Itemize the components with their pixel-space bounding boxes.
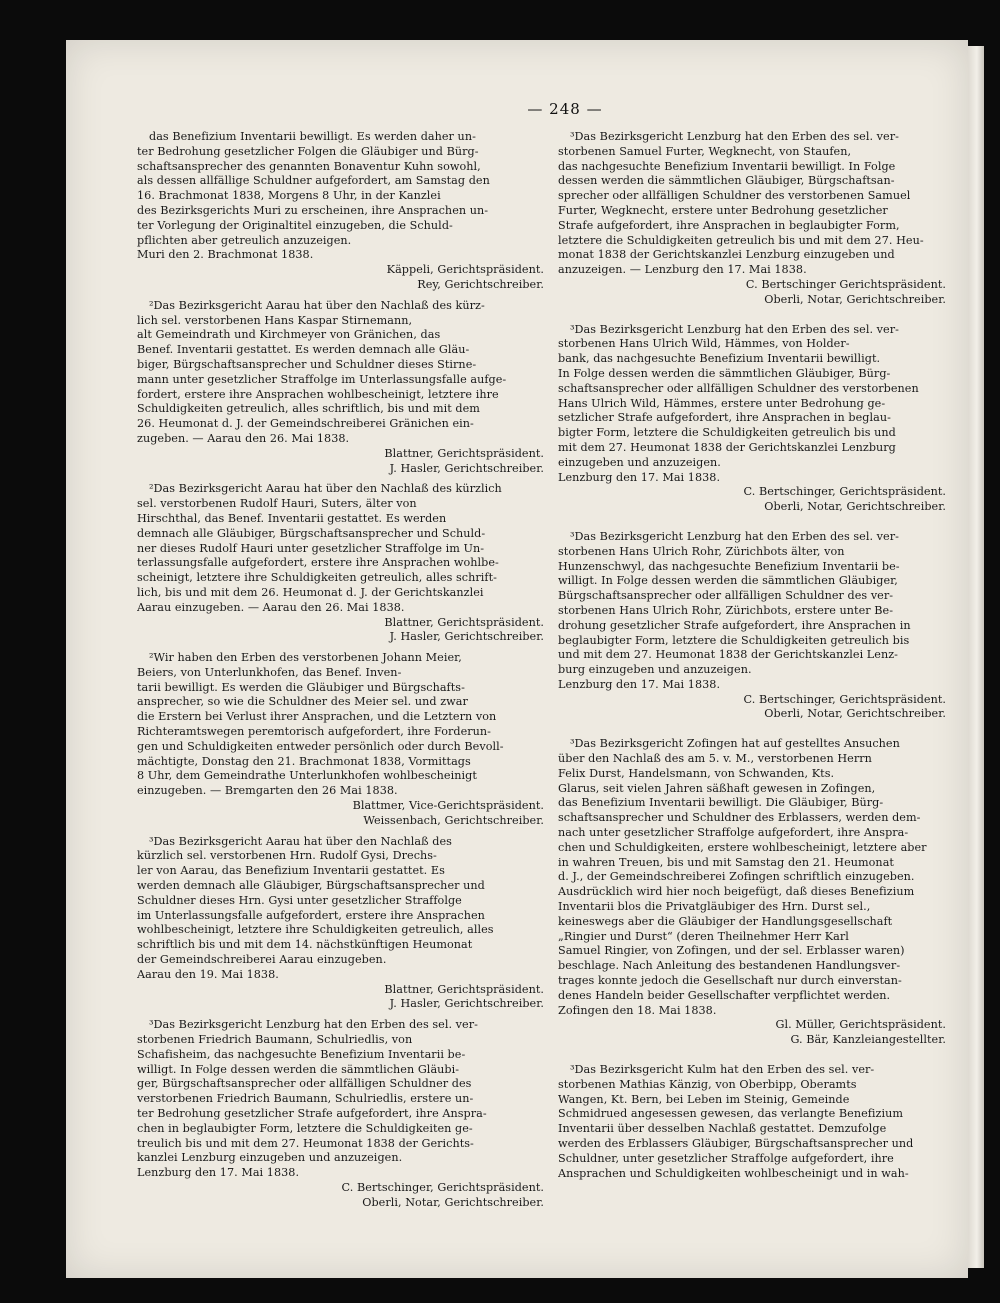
notice-line: 8 Uhr, dem Gemeindrathe Unterlunkhofen wohlbescheinigt	[137, 769, 477, 783]
signature-line: Blattner, Gerichtspräsident.	[384, 982, 544, 996]
notice-line: schaftsansprecher und Schuldner des Erblassers, werden dem-	[558, 811, 921, 825]
notice-line: fordert, erstere ihre Ansprachen wohlbescheinigt, letztere ihre	[137, 387, 499, 401]
notice-line: drohung gesetzlicher Strafe aufgefordert, ihre Ansprachen in	[558, 618, 911, 632]
notice	[137, 130, 548, 293]
notice-line: storbenen Hans Ulrich Rohr, Zürichbots älter, von	[558, 544, 845, 558]
signature-line: Blattner, Gerichtspräsident.	[384, 446, 544, 460]
notice-line: beglaubigter Form, letztere die Schuldigkeiten getreulich bis	[558, 633, 910, 647]
notice-line: ³Das Bezirksgericht Lenzburg hat den Erben des sel. ver-	[570, 130, 899, 143]
notice-line: kanzlei Lenzburg einzugeben und anzuzeigen.	[137, 1151, 403, 1165]
notice	[558, 737, 950, 1048]
notice-line: storbenen Hans Ulrich Wild, Hämmes, von Holder-	[558, 337, 850, 351]
signature-line: G. Bär, Kanzleiangestellter.	[790, 1033, 946, 1047]
notice-line: mächtigte, Donstag den 21. Brachmonat 1838, Vormittags	[137, 754, 471, 768]
notice-line: Zofingen den 18. Mai 1838.	[558, 1003, 717, 1017]
signature-line: C. Bertschinger, Gerichtspräsident.	[341, 1180, 544, 1194]
notice-line: ter Bedrohung gesetzlicher Strafe aufgefordert, ihre Anspra-	[137, 1107, 487, 1120]
signature-line: Oberli, Notar, Gerichtschreiber.	[764, 292, 946, 306]
notice-line: Wangen, Kt. Bern, bei Leben im Steinig, Gemeinde	[558, 1092, 850, 1106]
notice-line: im Unterlassungsfalle aufgefordert, erstere ihre Ansprachen	[137, 908, 485, 922]
notice-line: einzugeben und anzuzeigen.	[558, 455, 721, 469]
signature-line: Gl. Müller, Gerichtspräsident.	[775, 1018, 946, 1032]
signature-line: C. Bertschinger, Gerichtspräsident.	[743, 692, 946, 706]
notice	[558, 130, 950, 308]
notice-line: Samuel Ringier, von Zofingen, und der sel. Erblasser waren)	[558, 944, 905, 958]
notice-line: 26. Heumonat d. J. der Gemeindschreiberei Gränichen ein-	[137, 417, 474, 431]
notice	[137, 651, 548, 829]
signature-line: J. Hasler, Gerichtschreiber.	[389, 461, 544, 475]
notice-line: ³Das Bezirksgericht Zofingen hat auf gestelltes Ansuchen	[570, 737, 900, 751]
notice-line: willigt. In Folge dessen werden die sämmtlichen Gläubi-	[137, 1062, 460, 1076]
notice-line: denes Handeln beider Gesellschafter verpflichtet werden.	[558, 988, 891, 1002]
notice-line: trages konnte jedoch die Gesellschaft nur durch einverstan-	[558, 974, 902, 988]
notice-line: willigt. In Folge dessen werden die sämmtlichen Gläubiger,	[558, 574, 898, 588]
notice-line: ter Bedrohung gesetzlicher Folgen die Gläubiger und Bürg-	[137, 144, 479, 158]
notice-line: Lenzburg den 17. Mai 1838.	[558, 677, 721, 691]
notice-line: ler von Aarau, das Benefizium Inventarii gestattet. Es	[137, 864, 445, 878]
notice-line: bigter Form, letztere die Schuldigkeiten getreulich bis und	[558, 426, 896, 440]
notice-line: Aarau den 19. Mai 1838.	[137, 967, 279, 981]
notice	[137, 1018, 548, 1210]
notice-line: wohlbescheinigt, letztere ihre Schuldigkeiten getreulich, alles	[137, 923, 494, 937]
notice-line: Strafe aufgefordert, ihre Ansprachen in beglaubigter Form,	[558, 218, 900, 232]
notice-line: storbenen Friedrich Baumann, Schulriedlis, von	[137, 1033, 413, 1047]
notice-line: 16. Brachmonat 1838, Morgens 8 Uhr, in der Kanzlei	[137, 189, 441, 203]
notice-line: Benef. Inventarii gestattet. Es werden demnach alle Gläu-	[137, 343, 470, 357]
notice-line: demnach alle Gläubiger, Bürgschaftsansprecher und Schuld-	[137, 526, 486, 540]
notice-line: schriftlich bis und mit dem 14. nächstkünftigen Heumonat	[137, 938, 473, 952]
notice-line: kürzlich sel. verstorbenen Hrn. Rudolf Gysi, Drechs-	[137, 849, 437, 863]
notice-line: in wahren Treuen, bis und mit Samstag den 21. Heumonat	[558, 855, 894, 869]
notice-line: einzugeben. — Bremgarten den 26 Mai 1838.	[137, 784, 398, 798]
notice-line: Schafisheim, das nachgesuchte Benefizium Inventarii be-	[137, 1047, 466, 1061]
notice-gap	[558, 308, 950, 323]
notice-line: Hunzenschwyl, das nachgesuchte Benefizium Inventarii be-	[558, 559, 900, 573]
notice-line: schaftsansprecher oder allfälligen Schuldner des verstorbenen	[558, 381, 919, 395]
notice-line: des Bezirksgerichts Muri zu erscheinen, ihre Ansprachen un-	[137, 203, 489, 217]
notice-line: Schuldner, unter gesetzlicher Straffolge aufgefordert, ihre	[558, 1151, 894, 1165]
notice-line: Lenzburg den 17. Mai 1838.	[558, 470, 721, 484]
notice-line: sprecher oder allfälligen Schuldner des verstorbenen Samuel	[558, 189, 911, 203]
notice-line: ³Das Bezirksgericht Kulm hat den Erben des sel. ver-	[570, 1063, 875, 1077]
notice-line: Beiers, von Unterlunkhofen, das Benef. Inven-	[137, 665, 402, 679]
notice-line: zugeben. — Aarau den 26. Mai 1838.	[137, 431, 350, 445]
notice-line: Aarau einzugeben. — Aarau den 26. Mai 1838.	[137, 600, 405, 614]
signature-line: Oberli, Notar, Gerichtschreiber.	[764, 500, 946, 514]
notice-line: sel. verstorbenen Rudolf Hauri, Suters, älter von	[137, 497, 417, 511]
notice-line: gen und Schuldigkeiten entweder persönlich oder durch Bevoll-	[137, 739, 504, 753]
notice-line: ³Das Bezirksgericht Lenzburg hat den Erben des sel. ver-	[570, 529, 899, 543]
notice-line: biger, Bürgschaftsansprecher und Schuldner dieses Stirne-	[137, 357, 477, 371]
page-number: — 248 —	[527, 100, 603, 118]
notice-line: der Gemeindschreiberei Aarau einzugeben.	[137, 953, 387, 967]
notice-line: keineswegs aber die Gläubiger der Handlungsgesellschaft	[558, 914, 893, 928]
left-column	[137, 130, 548, 1211]
notice-line: lich sel. verstorbenen Hans Kaspar Stirnemann,	[137, 313, 413, 327]
signature-line: Blattner, Gerichtspräsident.	[384, 615, 544, 629]
notice-line: Inventarii über desselben Nachlaß gestattet. Demzufolge	[558, 1122, 887, 1136]
notice-line: das Benefizium Inventarii bewilligt. Es werden daher un-	[149, 130, 476, 143]
notice-line: dessen werden die sämmtlichen Gläubiger, Bürgschaftsan-	[558, 174, 895, 188]
signature-line: Käppeli, Gerichtspräsident.	[386, 263, 544, 277]
notice-line: Schmidrued angesessen gewesen, das verlangte Benefizium	[558, 1107, 904, 1121]
notice-line: schaftsansprecher des genannten Bonaventur Kuhn sowohl,	[137, 159, 481, 173]
notice-line: Ausdrücklich wird hier noch beigefügt, daß dieses Benefizium	[558, 885, 915, 899]
notice-line: beschlage. Nach Anleitung des bestandenen Handlungsver-	[558, 959, 901, 973]
notice-line: Ansprachen und Schuldigkeiten wohlbescheinigt und in wah-	[558, 1166, 909, 1180]
notice-line: „Ringier und Durst“ (deren Theilnehmer Herr Karl	[558, 929, 849, 943]
notice-line: und mit dem 27. Heumonat 1838 der Gerichtskanzlei Lenz-	[558, 648, 898, 662]
notice-line: ²Das Bezirksgericht Aarau hat über den Nachlaß des kürzlich	[149, 482, 502, 496]
right-column	[558, 130, 950, 1181]
notice-line: storbenen Samuel Furter, Wegknecht, von Staufen,	[558, 144, 852, 158]
notice-line: storbenen Hans Ulrich Rohr, Zürichbots, erstere unter Be-	[558, 603, 894, 617]
notice-line: bank, das nachgesuchte Benefizium Inventarii bewilligt.	[558, 352, 881, 366]
notice-line: als dessen allfällige Schuldner aufgefordert, am Samstag den	[137, 174, 490, 188]
notice-gap	[558, 1048, 950, 1063]
notice-line: Hans Ulrich Wild, Hämmes, erstere unter Bedrohung ge-	[558, 396, 886, 410]
notice-line: ter Vorlegung der Originaltitel einzugeben, die Schuld-	[137, 218, 453, 232]
signature-line: Oberli, Notar, Gerichtschreiber.	[362, 1195, 544, 1209]
notice	[137, 299, 548, 477]
notice-line: Lenzburg den 17. Mai 1838.	[137, 1166, 300, 1180]
notice-line: das Benefizium Inventarii bewilligt. Die Gläubiger, Bürg-	[558, 796, 884, 810]
notice-line: werden demnach alle Gläubiger, Bürgschaftsansprecher und	[137, 879, 485, 893]
notice-line: lich, bis und mit dem 26. Heumonat d. J. der Gerichtskanzlei	[137, 585, 484, 599]
signature-line: C. Bertschinger, Gerichtspräsident.	[743, 485, 946, 499]
notice	[137, 835, 548, 1013]
notice-line: ³Das Bezirksgericht Aarau hat über den Nachlaß des	[149, 834, 452, 848]
notice-line: anzuzeigen. — Lenzburg den 17. Mai 1838.	[558, 263, 807, 277]
notice	[137, 482, 548, 645]
notice-line: das nachgesuchte Benefizium Inventarii bewilligt. In Folge	[558, 159, 896, 173]
notice-line: nach unter gesetzlicher Straffolge aufgefordert, ihre Anspra-	[558, 826, 909, 840]
signature-line: Weissenbach, Gerichtschreiber.	[363, 813, 544, 827]
notice-line: ²Das Bezirksgericht Aarau hat über den Nachlaß des kürz-	[149, 298, 485, 312]
notice-line: Glarus, seit vielen Jahren säßhaft gewesen in Zofingen,	[558, 781, 876, 795]
notice-line: ner dieses Rudolf Hauri unter gesetzlicher Straffolge im Un-	[137, 541, 485, 555]
notice-line: d. J., der Gemeindschreiberei Zofingen schriftlich einzugeben.	[558, 870, 915, 884]
notice-line: Hirschthal, das Benef. Inventarii gestattet. Es werden	[137, 511, 447, 525]
notice-line: setzlicher Strafe aufgefordert, ihre Ansprachen in beglau-	[558, 411, 891, 425]
notice-line: ansprecher, so wie die Schuldner des Meier sel. und zwar	[137, 695, 468, 709]
signature-line: Oberli, Notar, Gerichtschreiber.	[764, 707, 946, 721]
notice	[558, 323, 950, 515]
notice-line: Schuldner dieses Hrn. Gysi unter gesetzlicher Straffolge	[137, 893, 462, 907]
notice-line: scheinigt, letztere ihre Schuldigkeiten getreulich, alles schrift-	[137, 571, 497, 585]
notice-line: verstorbenen Friedrich Baumann, Schulriedlis, erstere un-	[137, 1092, 474, 1106]
signature-line: J. Hasler, Gerichtschreiber.	[389, 630, 544, 644]
bleed-through-text	[120, 98, 190, 124]
notice-line: burg einzugeben und anzuzeigen.	[558, 663, 752, 677]
notice-line: Furter, Wegknecht, erstere unter Bedrohung gesetzlicher	[558, 203, 888, 217]
notice-line: ³Das Bezirksgericht Lenzburg hat den Erben des sel. ver-	[149, 1018, 478, 1032]
notice-line: Richteramtswegen peremtorisch aufgefordert, ihre Forderun-	[137, 725, 491, 739]
notice-line: alt Gemeindrath und Kirchmeyer von Gränichen, das	[137, 328, 441, 342]
notice-line: Felix Durst, Handelsmann, von Schwanden, Kts.	[558, 766, 835, 780]
page-edge	[966, 46, 984, 1268]
notice-line: storbenen Mathias Känzig, von Oberbipp, Oberamts	[558, 1077, 857, 1091]
notice-line: Muri den 2. Brachmonat 1838.	[137, 248, 314, 262]
notice-line: über den Nachlaß des am 5. v. M., verstorbenen Herrn	[558, 752, 872, 766]
notice-line: tarii bewilligt. Es werden die Gläubiger und Bürgschafts-	[137, 680, 465, 694]
notice-line: ³Das Bezirksgericht Lenzburg hat den Erben des sel. ver-	[570, 322, 899, 336]
signature-line: C. Bertschinger Gerichtspräsident.	[745, 277, 946, 291]
notice-line: die Erstern bei Verlust ihrer Ansprachen, und die Letztern von	[137, 710, 497, 724]
notice-line: Inventarii blos die Privatgläubiger des Hrn. Durst sel.,	[558, 900, 871, 914]
notice-line: Schuldigkeiten getreulich, alles schriftlich, bis und mit dem	[137, 402, 480, 416]
signature-line: Rey, Gerichtschreiber.	[417, 277, 544, 291]
notice-line: mit dem 27. Heumonat 1838 der Gerichtskanzlei Lenzburg	[558, 440, 896, 454]
notice-line: ²Wir haben den Erben des verstorbenen Johann Meier,	[149, 651, 462, 665]
notice-line: werden des Erblassers Gläubiger, Bürgschaftsansprecher und	[558, 1137, 914, 1150]
notice-line: mann unter gesetzlicher Straffolge im Unterlassungsfalle aufge-	[137, 372, 507, 386]
notice-gap	[558, 722, 950, 737]
notice-line: chen in beglaubigter Form, letztere die Schuldigkeiten ge-	[137, 1121, 473, 1135]
notice-gap	[558, 515, 950, 530]
notice-line: chen und Schuldigkeiten, erstere wohlbescheinigt, letztere aber	[558, 840, 927, 854]
signature-line: Blattmer, Vice-Gerichtspräsident.	[352, 799, 544, 813]
notice	[558, 530, 950, 722]
notice-line: monat 1838 der Gerichtskanzlei Lenzburg einzugeben und	[558, 248, 895, 262]
signature-line: J. Hasler, Gerichtschreiber.	[389, 997, 544, 1011]
notice-line: In Folge dessen werden die sämmtlichen Gläubiger, Bürg-	[558, 366, 891, 380]
notice-line: ger, Bürgschaftsansprecher oder allfälligen Schuldner des	[137, 1077, 472, 1091]
notice	[558, 1063, 950, 1181]
notice-line: treulich bis und mit dem 27. Heumonat 1838 der Gerichts-	[137, 1136, 474, 1150]
notice-line: pflichten aber getreulich anzuzeigen.	[137, 233, 352, 247]
notice-line: letztere die Schuldigkeiten getreulich bis und mit dem 27. Heu-	[558, 233, 924, 247]
notice-line: Bürgschaftsansprecher oder allfälligen Schuldner des ver-	[558, 589, 894, 603]
notice-line: terlassungsfalle aufgefordert, erstere ihre Ansprachen wohlbe-	[137, 556, 499, 570]
